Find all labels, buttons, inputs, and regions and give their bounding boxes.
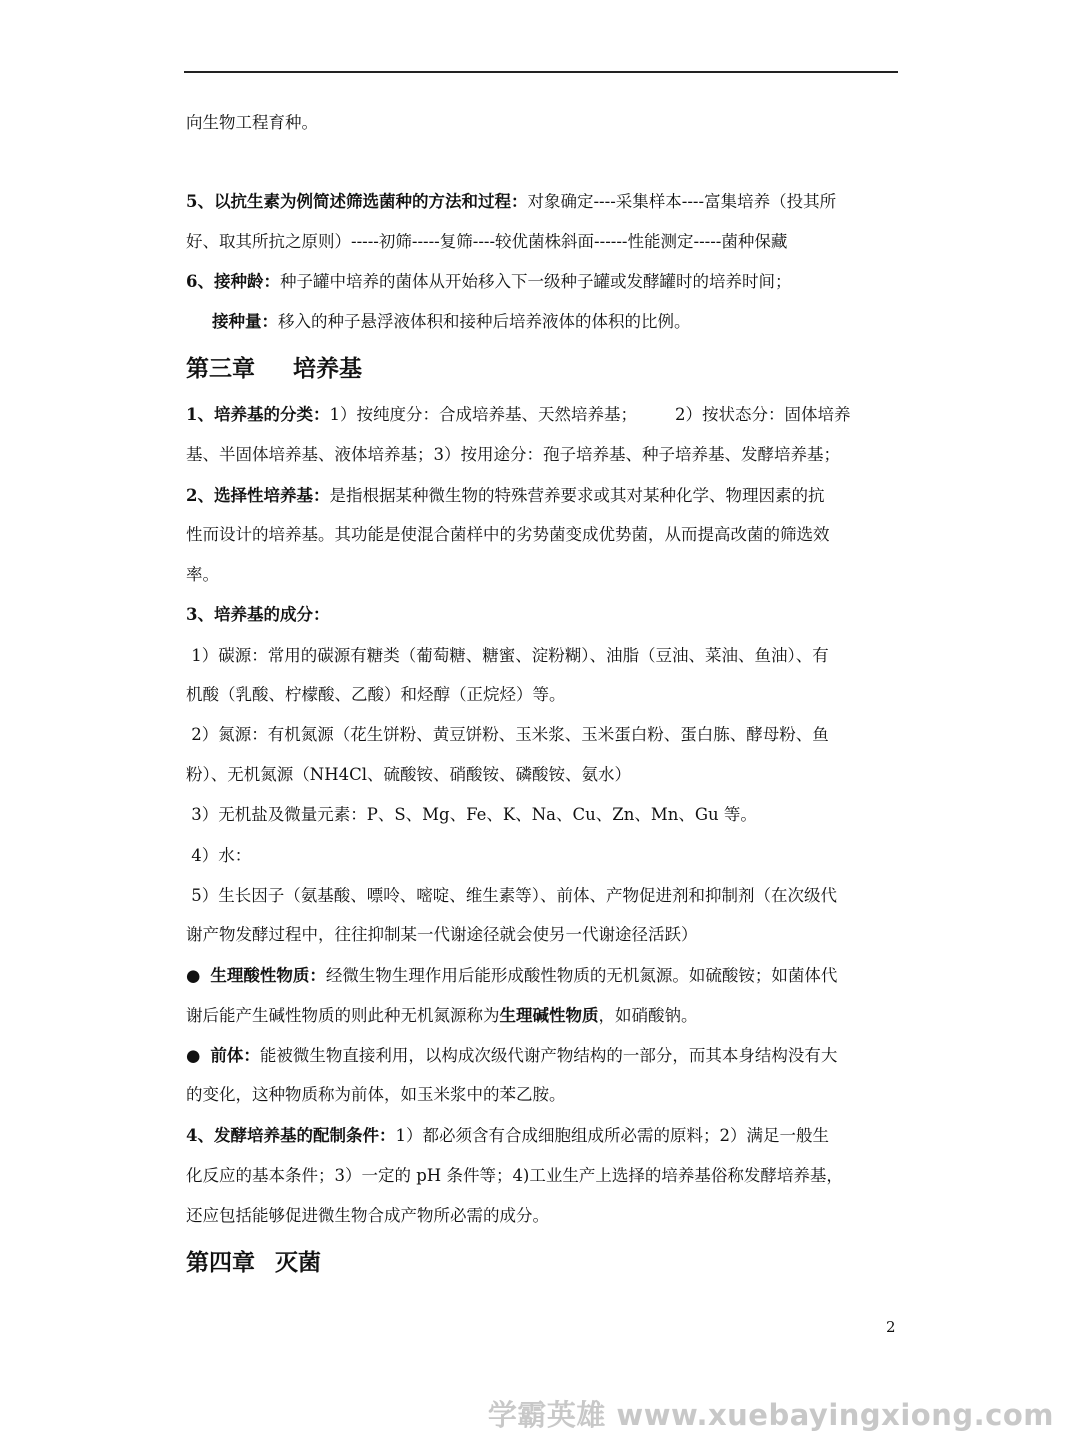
item-label: 3、培养基的成分： xyxy=(186,605,330,624)
text-line: 化反应的基本条件；3）一定的 pH 条件等；4)工业生产上选择的培养基俗称发酵培养基， xyxy=(186,1166,843,1185)
item-label: 5、以抗生素为例简述筛选菌种的方法和过程： xyxy=(186,192,528,211)
item-6b: 接种量：移入的种子悬浮液体积和接种后培养液体的体积的比例。 xyxy=(212,312,691,331)
chapter-3-heading: 第三章 培养基 xyxy=(186,355,362,382)
text-line: 向生物工程育种。 xyxy=(186,113,318,132)
watermark: 学霸英雄 www.xuebayingxiong.com xyxy=(487,1398,1054,1432)
item-label: 生理酸性物质： xyxy=(210,966,326,985)
chapter-4-heading: 第四章 灭菌 xyxy=(186,1249,321,1276)
bullet-icon: ● xyxy=(186,966,201,985)
item-label: 接种量： xyxy=(212,312,278,331)
component-water: 4）水： xyxy=(186,846,252,865)
bullet-physiological-acid: ● 生理酸性物质：经微生物生理作用后能形成酸性物质的无机氮源。如硫酸铵；如菌体代 xyxy=(186,966,838,985)
bullet-precursor: ● 前体：能被微生物直接利用，以构成次级代谢产物结构的一部分，而其本身结构没有大 xyxy=(186,1046,838,1065)
section-2: 2、选择性培养基：是指根据某种微生物的特殊营养要求或其对某种化学、物理因素的抗 xyxy=(186,486,825,505)
component-nitrogen: 2）氮源：有机氮源（花生饼粉、黄豆饼粉、玉米浆、玉米蛋白粉、蛋白胨、酵母粉、鱼 xyxy=(186,725,829,744)
text-line: 性而设计的培养基。其功能是使混合菌样中的劣势菌变成优势菌，从而提高改菌的筛选效 xyxy=(186,525,830,544)
item-label: 1、培养基的分类： xyxy=(186,405,330,424)
page-number: 2 xyxy=(886,1318,896,1336)
item-label: 2、选择性培养基： xyxy=(186,486,330,505)
bullet-icon: ● xyxy=(186,1046,201,1065)
text-line: 谢产物发酵过程中，往往抑制某一代谢途径就会使另一代谢途径活跃） xyxy=(186,925,698,944)
text-line: 的变化，这种物质称为前体，如玉米浆中的苯乙胺。 xyxy=(186,1085,566,1104)
component-growth-factors: 5）生长因子（氨基酸、嘌呤、嘧啶、维生素等）、前体、产物促进剂和抑制剂（在次级代 xyxy=(186,886,837,905)
section-1: 1、培养基的分类：1）按纯度分：合成培养基、天然培养基； 2）按状态分：固体培养 xyxy=(186,405,851,424)
item-5: 5、以抗生素为例简述筛选菌种的方法和过程：对象确定----采集样本----富集培养（投其所 xyxy=(186,192,837,211)
section-4: 4、发酵培养基的配制条件：1）都必须含有合成细胞组成所必需的原料；2）满足一般生 xyxy=(186,1126,829,1145)
section-3 xyxy=(186,604,329,626)
text-line: 粉）、无机氮源（NH4Cl、硫酸铵、硝酸铵、磷酸铵、氨水） xyxy=(186,765,631,784)
text-line: 机酸（乳酸、柠檬酸、乙酸）和烃醇（正烷烃）等。 xyxy=(186,685,566,704)
text-line: 谢后能产生碱性物质的则此种无机氮源称为生理碱性物质，如硝酸钠。 xyxy=(186,1006,698,1025)
text-line: 基、半固体培养基、液体培养基；3）按用途分：孢子培养基、种子培养基、发酵培养基； xyxy=(186,445,840,464)
item-6: 6、接种龄：种子罐中培养的菌体从开始移入下一级种子罐或发酵罐时的培养时间； xyxy=(186,272,792,291)
item-label: 前体： xyxy=(210,1046,260,1065)
component-minerals: 3）无机盐及微量元素：P、S、Mg、Fe、K、Na、Cu、Zn、Mn、Gu 等。 xyxy=(186,805,757,824)
text-line: 率。 xyxy=(186,565,219,584)
text-line: 还应包括能够促进微生物合成产物所必需的成分。 xyxy=(186,1206,549,1225)
item-label: 4、发酵培养基的配制条件： xyxy=(186,1126,396,1145)
component-carbon: 1）碳源：常用的碳源有糖类（葡萄糖、糖蜜、淀粉糊）、油脂（豆油、菜油、鱼油）、有 xyxy=(186,646,829,665)
item-label: 6、接种龄： xyxy=(186,272,280,291)
text-line: 好、取其所抗之原则）-----初筛-----复筛----较优菌株斜面------性能测定-----菌种保藏 xyxy=(186,232,788,251)
header-rule xyxy=(184,71,898,73)
